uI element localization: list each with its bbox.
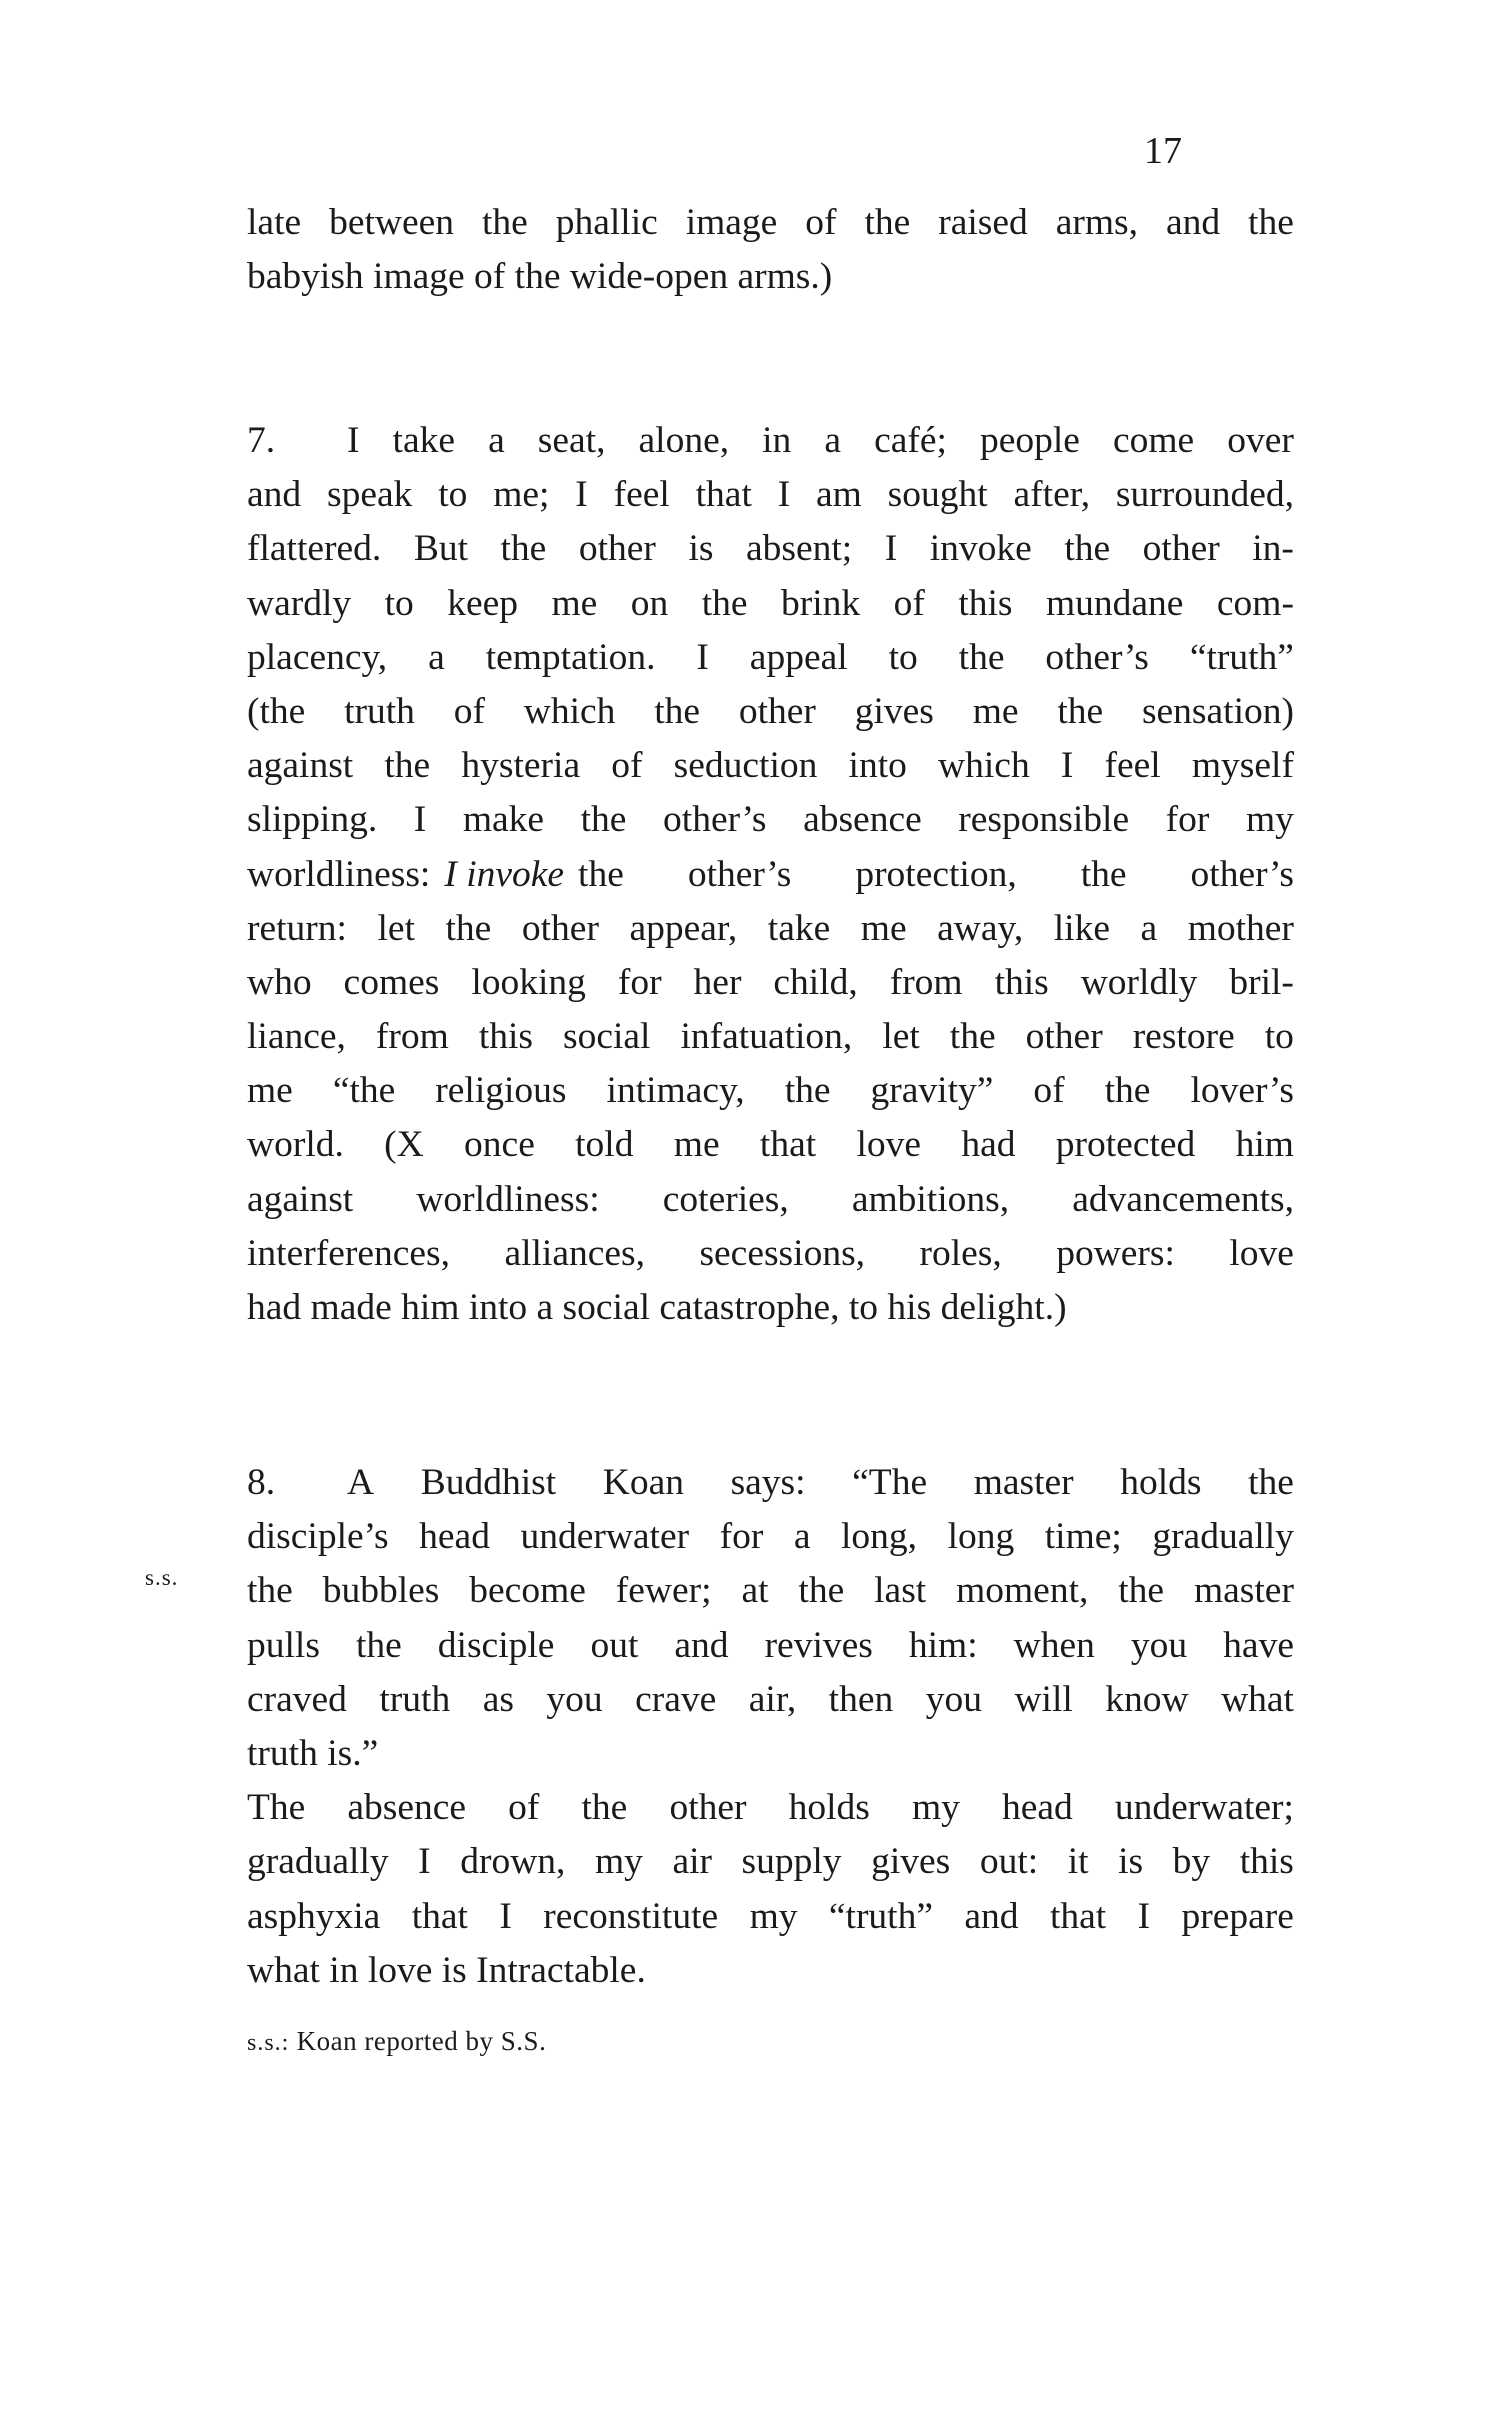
text-line: what in love is Intractable.: [247, 1949, 646, 1991]
text-line: worldliness: I invoke the other’s protection, the other’s: [247, 848, 1294, 902]
text-line: who comes looking for her child, from this worldly bril-: [247, 961, 1294, 1003]
text-line: against worldliness: coteries, ambitions, advancements,: [247, 1178, 1294, 1220]
text-line: liance, from this social infatuation, let the other restore to: [247, 1016, 1294, 1058]
text-line: pulls the disciple out and revives him: when you have: [247, 1624, 1294, 1666]
section-number: 8.: [247, 1462, 276, 1503]
text-line: (the truth of which the other gives me the sensation): [247, 690, 1294, 732]
text-line: against the hysteria of seduction into which I feel myself: [247, 745, 1294, 787]
text-line: 8. A Buddhist Koan says: “The master holds the: [247, 1456, 1294, 1510]
text-line: asphyxia that I reconstitute my “truth” and that I prepare: [247, 1895, 1294, 1937]
page-number: 17: [1144, 130, 1182, 172]
text-line: late between the phallic image of the raised arms, and the: [247, 202, 1294, 243]
section-8: [247, 1456, 1294, 1998]
text-line: the bubbles become fewer; at the last moment, the master: [247, 1570, 1294, 1612]
text-line: wardly to keep me on the brink of this mundane com-: [247, 582, 1294, 624]
footnote-marker: s.s.:: [247, 2030, 290, 2056]
text-line: slipping. I make the other’s absence responsible for my: [247, 799, 1294, 841]
text-line: disciple’s head underwater for a long, long time; gradually: [247, 1516, 1294, 1558]
section-number: 7.: [247, 420, 276, 461]
footnote: [247, 2026, 546, 2057]
continuation-paragraph: [247, 196, 1294, 304]
text-line: gradually I drown, my air supply gives out: it is by this: [247, 1841, 1294, 1883]
text-line: truth is.”: [247, 1732, 379, 1774]
text-line: 7. I take a seat, alone, in a café; people come over: [247, 414, 1294, 468]
text-line: world. (X once told me that love had protected him: [247, 1124, 1294, 1166]
text-line: interferences, alliances, secessions, roles, powers: love: [247, 1232, 1294, 1274]
text-line: The absence of the other holds my head underwater;: [247, 1787, 1294, 1829]
emphasis: I invoke: [444, 853, 565, 895]
text-line: placency, a temptation. I appeal to the other’s “truth”: [247, 636, 1294, 678]
text-line: craved truth as you crave air, then you will know what: [247, 1678, 1294, 1720]
text-line: had made him into a social catastrophe, to his delight.): [247, 1287, 1067, 1328]
text-line: flattered. But the other is absent; I invoke the other in-: [247, 528, 1294, 570]
text-line: babyish image of the wide-open arms.): [247, 256, 833, 298]
section-7: [247, 414, 1294, 1335]
text-line: me “the religious intimacy, the gravity” of the lover’s: [247, 1070, 1294, 1112]
text-line: return: let the other appear, take me away, like a mother: [247, 907, 1294, 949]
footnote-text: Koan reported by S.S.: [296, 2026, 547, 2056]
text-line: and speak to me; I feel that I am sought after, surrounded,: [247, 474, 1294, 516]
margin-note: s.s.: [145, 1565, 179, 1590]
